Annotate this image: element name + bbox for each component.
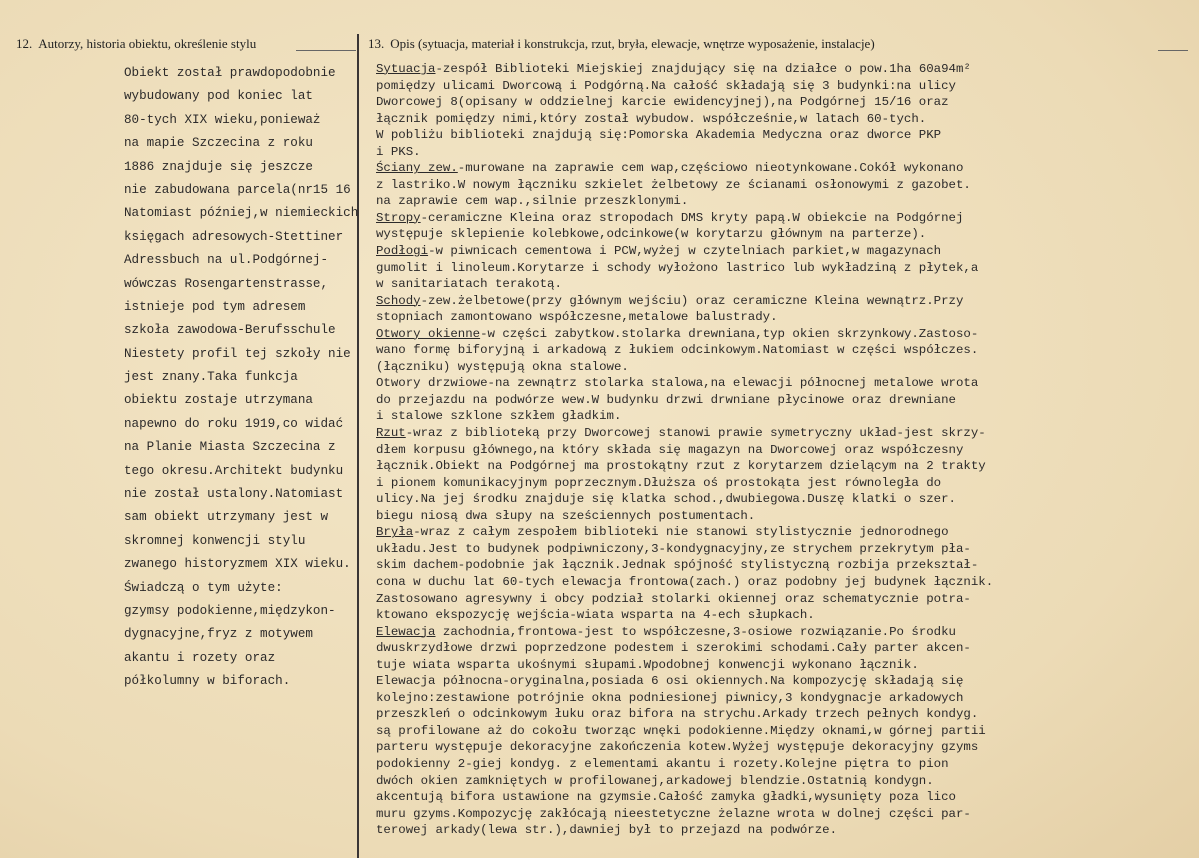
header-rule-left xyxy=(296,50,356,51)
description-text-line xyxy=(376,475,1191,492)
description-text-line xyxy=(376,160,1191,177)
history-text-line: szkoła zawodowa-Berufsschule xyxy=(124,323,336,338)
description-text: do przejazdu na podwórze wew.W budynku drzwi drwniane płycinowe oraz drewniane xyxy=(376,392,956,407)
description-text-line xyxy=(376,309,1191,326)
section-12-header xyxy=(16,36,256,52)
history-text-line: nie został ustalony.Natomiast xyxy=(124,487,344,502)
history-text-line: księgach adresowych-Stettiner xyxy=(124,229,344,244)
history-text-line: 1886 znajduje się jeszcze xyxy=(124,159,313,174)
history-text-line: napewno do roku 1919,co widać xyxy=(124,416,344,431)
history-text-line: akantu i rozety oraz xyxy=(124,650,276,665)
description-text: zachodnia,frontowa-jest to współczesne,3-osiowe rozwiązanie.Po środku xyxy=(435,624,956,639)
description-text-line xyxy=(376,359,1191,376)
description-text: biegu niosą dwa słupy na sześciennych postumentach. xyxy=(376,508,756,523)
description-text: są profilowane aż do cokołu tworząc wnęki podokienne.Między oknami,w górnej partii xyxy=(376,723,986,738)
history-text-line: Niestety profil tej szkoły nie xyxy=(124,346,351,361)
description-text: podokienny 2-giej kondyg. z elementami akantu i rozety.Kolejne piętra to pion xyxy=(376,756,949,771)
description-text-line xyxy=(376,375,1191,392)
history-text-line: istnieje pod tym adresem xyxy=(124,299,306,314)
description-text: kolejno:zestawione potrójnie okna podniesionej piwnicy,3 kondygnacje arkadowych xyxy=(376,690,964,705)
description-text: ktowano ekspozycję wejścia-wiata wsparta na 4-ech słupkach. xyxy=(376,608,815,623)
description-text: -zespół Biblioteki Miejskiej znajdujący się na działce o pow.1ha 60a94m² xyxy=(435,62,971,76)
description-text: skim dachem-podobnie jak łącznik.Jednak spójność stylistyczną rozbija przekształ- xyxy=(376,558,979,573)
description-text: parteru występuje dekoracyjne zakończenia kotew.Wyżej występuje dekoracyjny gzyms xyxy=(376,740,979,755)
description-text-line xyxy=(376,392,1191,409)
description-text: ulicy.Na jej środku znajduje się klatka schod.,dwubiegowa.Duszę klatki o szer. xyxy=(376,492,956,507)
description-text-line xyxy=(376,94,1191,111)
description-text: (łączniku) występują okna stalowe. xyxy=(376,359,629,374)
description-text-line xyxy=(376,144,1191,161)
description-text: na zaprawie cem wap.,silnie przeszklonymi. xyxy=(376,194,689,209)
description-text-line xyxy=(376,739,1191,756)
description-text: terowej arkady(lewa str.),dawniej był to przejazd na podwórze. xyxy=(376,823,838,838)
description-text-line xyxy=(376,822,1191,839)
description-text: Elewacja północna-oryginalna,posiada 6 osi okiennych.Na kompozycję składają się xyxy=(376,674,964,689)
description-text-line xyxy=(376,557,1191,574)
description-text-line xyxy=(376,491,1191,508)
description-text-line xyxy=(376,773,1191,790)
description-text-line xyxy=(376,690,1191,707)
header-rule-right xyxy=(1158,50,1188,51)
description-text: W pobliżu biblioteki znajdują się:Pomorska Akademia Medyczna oraz dworce PKP xyxy=(376,128,942,143)
description-text: wano formę biforyjną i arkadową z łukiem odcinkowym.Natomiast w części współczes. xyxy=(376,343,979,358)
description-text-line xyxy=(376,756,1191,773)
description-text-line xyxy=(376,425,1191,442)
section-12-number: 12. xyxy=(16,36,33,51)
section-keyword: Podłogi xyxy=(376,244,429,259)
description-text: i pionem komunikacyjnym poprzecznym.Dłuższa oś prostokąta jest równoległa do xyxy=(376,475,942,490)
description-text: łącznik pomiędzy nimi,który został wybudow. współcześnie,w latach 60-tych. xyxy=(376,111,927,126)
description-text-line xyxy=(376,624,1191,641)
description-text-line xyxy=(376,574,1191,591)
description-text: -w piwnicach cementowa i PCW,wyżej w czytelniach parkiet,w magazynach xyxy=(428,244,942,259)
description-text: -zew.żelbetowe(przy głównym wejściu) oraz ceramiczne Kleina wewnątrz.Przy xyxy=(420,293,964,308)
description-text: dłem korpusu głównego,na który składa się magazyn na Dworcowej oraz współczesny xyxy=(376,442,964,457)
description-text-line xyxy=(376,541,1191,558)
section-13-number: 13. xyxy=(368,36,385,51)
description-text: Zastosowano agresywny i obcy podział stolarki okiennej oraz schematycznie potra- xyxy=(376,591,971,606)
description-text-line xyxy=(376,706,1191,723)
description-text-line xyxy=(376,657,1191,674)
description-text-line xyxy=(376,78,1191,95)
description-text: stopniach zamontowano współczesne,metalowe balustrady. xyxy=(376,310,778,325)
history-text-line: obiektu zostaje utrzymana xyxy=(124,393,313,408)
description-text-line xyxy=(376,127,1191,144)
description-text: tuje wiata wsparta ukośnymi słupami.Wpodobnej konwencji wykonano łącznik. xyxy=(376,657,919,672)
history-text-line: półkolumny w biforach. xyxy=(124,674,291,689)
section-13-header xyxy=(368,36,875,52)
description-text: Dworcowej 8(opisany w oddzielnej karcie ewidencyjnej),na Podgórnej 15/16 oraz xyxy=(376,95,949,110)
history-text-line: wybudowany pod koniec lat xyxy=(124,89,313,104)
description-text-line xyxy=(376,243,1191,260)
description-text-line xyxy=(376,111,1191,128)
description-text: z lastriko.W nowym łączniku szkielet żelbetowy ze ścianami osłonowymi z gazobet. xyxy=(376,177,971,192)
description-text-line xyxy=(376,293,1191,310)
section-13-title: Opis (sytuacja, materiał i konstrukcja, rzut, bryła, elewacje, wnętrze wyposażenie, instalacje) xyxy=(390,36,875,51)
description-text-line xyxy=(376,607,1191,624)
description-text: pomiędzy ulicami Dworcową i Podgórną.Na całość składają się 3 budynki:na ulicy xyxy=(376,78,956,93)
description-text: muru gzyms.Kompozycję zakłócają nieestetyczne żelazne wrota w dolnej części par- xyxy=(376,806,971,821)
history-text-line: Natomiast później,w niemieckich xyxy=(124,206,359,221)
history-text-line: zwanego historyzmem XIX wieku. xyxy=(124,557,351,572)
description-text-line xyxy=(376,806,1191,823)
history-text-line: skromnej konwencji stylu xyxy=(124,533,306,548)
description-text: przeszkleń o odcinkowym łuku oraz bifora na strychu.Arkady trzech pełnych kondyg. xyxy=(376,707,979,722)
history-text-line: gzymsy podokienne,międzykon- xyxy=(124,603,336,618)
section-keyword: Bryła xyxy=(376,525,414,540)
description-text: -wraz z biblioteką przy Dworcowej stanowi prawie symetryczny układ-jest skrzy- xyxy=(405,426,986,441)
description-text: -ceramiczne Kleina oraz stropodach DMS kryty papą.W obiekcie na Podgórnej xyxy=(420,210,964,225)
section-keyword: Stropy xyxy=(376,210,421,225)
history-text-line: 80-tych XIX wieku,ponieważ xyxy=(124,112,321,127)
description-text-line xyxy=(376,326,1191,343)
description-text-line xyxy=(376,591,1191,608)
section-keyword: Elewacja xyxy=(376,624,436,639)
description-text-line xyxy=(376,226,1191,243)
description-text: dwóch okien zamkniętych w profilowanej,arkadowej blendzie.Ostatnią kondygn. xyxy=(376,773,934,788)
description-column xyxy=(376,61,1191,839)
description-text: akcentują bifora ustawione na gzymsie.Całość zamyka gładki,wysunięty poza lico xyxy=(376,790,956,805)
history-text-line: wówczas Rosengartenstrasse, xyxy=(124,276,329,291)
description-text: Otwory drzwiowe-na zewnątrz stolarka stalowa,na elewacji północnej metalowe wrota xyxy=(376,376,979,391)
description-text: w sanitariatach terakotą. xyxy=(376,277,562,292)
description-text: cona w duchu lat 60-tych elewacja frontowa(zach.) oraz podobny jej budynek łącznik. xyxy=(376,574,994,589)
description-text: dwuskrzydłowe drzwi poprzedzone podestem i szerokimi schodami.Cały parter akcen- xyxy=(376,641,971,656)
description-text-line xyxy=(376,524,1191,541)
description-text: i stalowe szklone szkłem gładkim. xyxy=(376,409,622,424)
history-text-line: Adressbuch na ul.Podgórnej- xyxy=(124,253,329,268)
section-keyword: Otwory okienne xyxy=(376,326,481,341)
description-text: układu.Jest to budynek podpiwniczony,3-kondygnacyjny,ze strychem przekrytym pła- xyxy=(376,541,971,556)
history-column xyxy=(124,62,362,694)
history-text-line: dygnacyjne,fryz z motywem xyxy=(124,627,313,642)
description-text: -murowane na zaprawie cem wap,częściowo nieotynkowane.Cokół wykonano xyxy=(457,161,964,176)
description-text: gumolit i linoleum.Korytarze i schody wyłożono lastrico lub wykładziną z płytek,a xyxy=(376,260,979,275)
description-text-line xyxy=(376,260,1191,277)
description-text-line xyxy=(376,276,1191,293)
description-text-line xyxy=(376,342,1191,359)
description-text-line xyxy=(376,673,1191,690)
description-text-line xyxy=(376,508,1191,525)
history-text-line: na Planie Miasta Szczecina z xyxy=(124,440,336,455)
history-text-line: na mapie Szczecina z roku xyxy=(124,136,313,151)
description-text-line xyxy=(376,61,1191,78)
section-keyword: Schody xyxy=(376,293,421,308)
description-text-line xyxy=(376,458,1191,475)
description-text: łącznik.Obiekt na Podgórnej ma prostokątny rzut z korytarzem dzielącym na 2 trakty xyxy=(376,459,986,474)
description-text: -wraz z całym zespołem biblioteki nie stanowi stylistycznie jednorodnego xyxy=(413,525,949,540)
history-text-line: Obiekt został prawdopodobnie xyxy=(124,66,336,80)
description-text-line xyxy=(376,408,1191,425)
description-text: -w części zabytkow.stolarka drewniana,typ okien skrzynkowy.Zastoso- xyxy=(480,326,979,341)
section-keyword: Ściany zew. xyxy=(376,161,458,176)
description-text-line xyxy=(376,723,1191,740)
description-text-line xyxy=(376,193,1191,210)
description-text: i PKS. xyxy=(376,144,421,159)
section-12-title: Autorzy, historia obiektu, określenie stylu xyxy=(38,36,257,51)
history-text-line: jest znany.Taka funkcja xyxy=(124,370,298,385)
history-text-line: sam obiekt utrzymany jest w xyxy=(124,510,329,525)
section-keyword: Rzut xyxy=(376,426,406,441)
history-text-line: nie zabudowana parcela(nr15 16 xyxy=(124,182,351,197)
description-text-line xyxy=(376,210,1191,227)
description-text-line xyxy=(376,640,1191,657)
history-text-line: tego okresu.Architekt budynku xyxy=(124,463,344,478)
description-text-line xyxy=(376,177,1191,194)
description-text-line xyxy=(376,789,1191,806)
description-text: występuje sklepienie kolebkowe,odcinkowe(w korytarzu głównym na parterze). xyxy=(376,227,927,242)
section-keyword: Sytuacja xyxy=(376,62,436,76)
description-text-line xyxy=(376,442,1191,459)
history-text-line: Świadczą o tym użyte: xyxy=(124,580,283,595)
